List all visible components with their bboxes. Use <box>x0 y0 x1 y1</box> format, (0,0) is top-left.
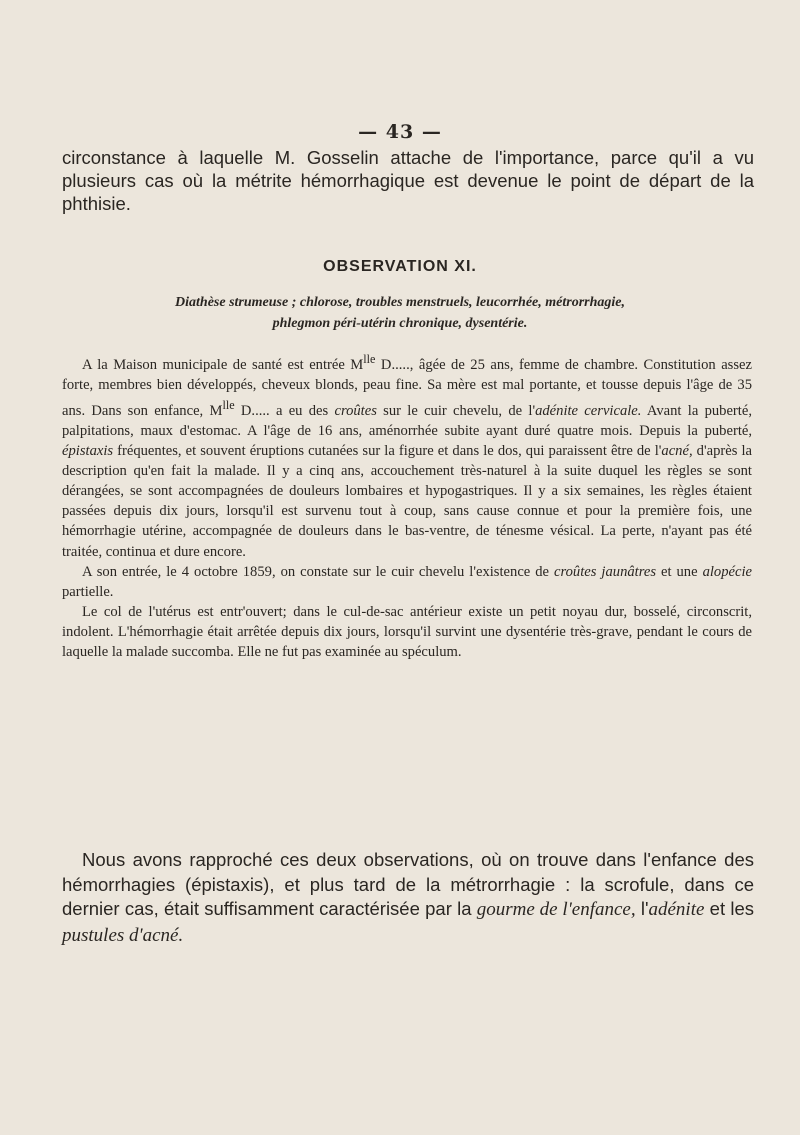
superscript: lle <box>222 398 235 413</box>
conclusion-paragraph <box>62 848 754 948</box>
text-run: et une <box>656 563 703 580</box>
italic-term: alopécie <box>702 563 752 580</box>
italic-term: croûtes jaunâtres <box>554 563 657 580</box>
text-run: fréquentes, et souvent éruptions cutanées sur la figure et dans le dos, qui paraissent être de l' <box>113 443 662 460</box>
text-run: sur le cuir chevelu, de l' <box>376 402 536 419</box>
intro-paragraph: circonstance à laquelle M. Gosselin attache de l'importance, parce qu'il a vu plusieurs cas où la métrite hémorrhagique est devenue le point de départ de la phthisie. <box>62 147 754 214</box>
text-run: A son entrée, le 4 octobre 1859, on constate sur le cuir chevelu l'existence de <box>82 563 555 580</box>
text-run: et les <box>704 898 754 919</box>
superscript: lle <box>363 352 376 366</box>
page-number: — 43 — <box>358 121 442 143</box>
observation-title: OBSERVATION XI. <box>323 258 477 275</box>
text-run: Avant la puberté, palpitations, maux d'estomac. A l'âge de 16 ans, aménorrhée subite ayant duré quatre mois. Depuis la puberté, <box>62 402 752 439</box>
text-run: Nous avons rapproché ces deux observations, où on trouve dans l'enfance des hémorrhagies (épistaxis), et plus tard de la métrorrhagie : la scrofule, dans ce dernier cas, était suffisamment caractérisée par la <box>62 849 754 919</box>
observation-paragraph-2 <box>62 562 752 602</box>
text-run: A la Maison municipale de santé est entrée M <box>82 356 364 373</box>
text-run: l' <box>635 898 649 919</box>
italic-term: croûtes <box>334 402 377 419</box>
text-run: D..... a eu des <box>234 402 335 419</box>
text-run: d'après la description qu'en fait la malade. Il y a cinq ans, accouchement très-naturel à la suite duquel les règles se sont dérangées, se sont accompagnées de douleurs lombaires et hypogastriques. Il y a six semaines, les règles étaient passées depuis dix jours, lorsqu'il est survenu tout à coup, sans cause connue et pour la première fois, une hémorrhagie utérine, accompagnée de douleurs dans le bas-ventre, de ténesme vésical. La perte, n'ayant pas été traitée, continua et dure encore. <box>62 443 752 560</box>
italic-term: pustules d'acné. <box>62 924 184 946</box>
italic-term: adénite cervicale. <box>535 402 642 419</box>
observation-body <box>62 349 752 662</box>
italic-term: gourme de l'enfance, <box>476 899 636 920</box>
text-run: partielle. <box>62 583 114 600</box>
subtitle-line-2: phlegmon péri-utérin chronique, dysentérie. <box>272 316 528 331</box>
italic-term: adénite <box>648 899 705 920</box>
subtitle-line-1: Diathèse strumeuse ; chlorose, troubles menstruels, leucorrhée, métrorrhagie, <box>175 295 625 310</box>
italic-term: acné, <box>661 443 693 460</box>
observation-subtitle <box>80 292 720 334</box>
observation-paragraph-1 <box>62 349 752 562</box>
text-run: D....., âgée de 25 ans, femme de chambre. Constitution assez forte, membres bien développés, cheveux blonds, peau fine. Sa mère est mal portante, et tousse depuis l'âge de 35 ans. Dans son enfance, M <box>62 356 752 419</box>
italic-term: épistaxis <box>62 443 114 460</box>
observation-paragraph-3: Le col de l'utérus est entr'ouvert; dans le cul-de-sac antérieur existe un petit noyau dur, bosselé, circonscrit, indolent. L'hémorrhagie était arrêtée depuis dix jours, lorsqu'il survint une dysentérie très-grave, pendant le cours de laquelle la malade succomba. Elle ne fut pas examinée au spéculum. <box>62 603 752 661</box>
